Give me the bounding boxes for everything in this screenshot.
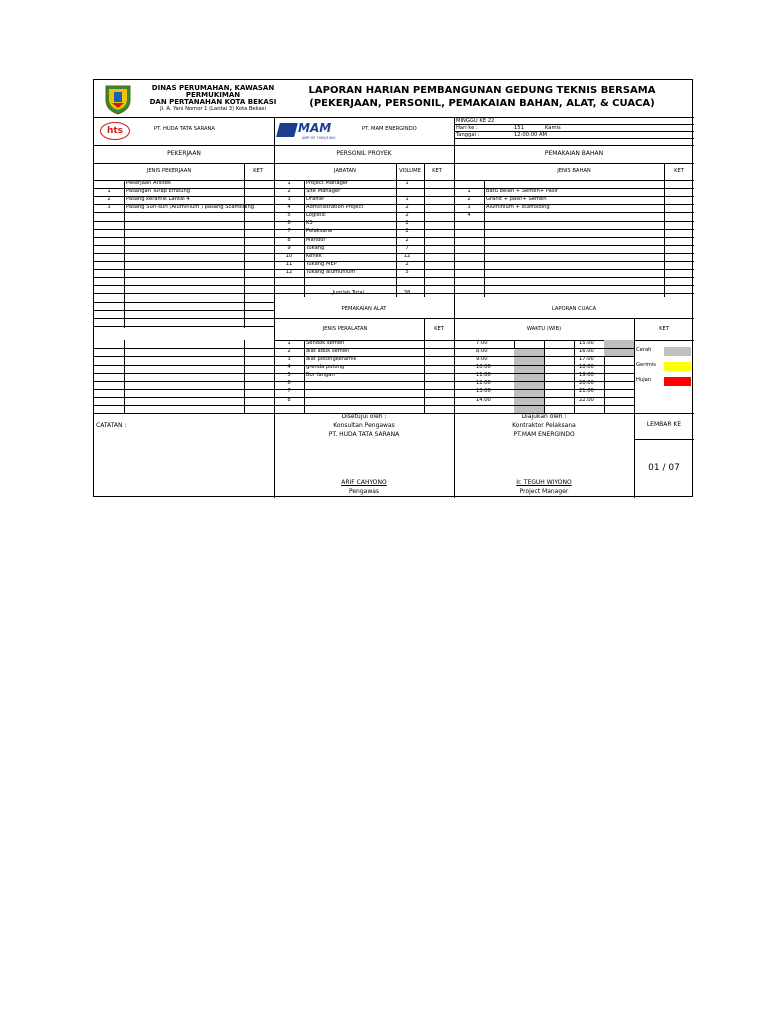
pengawas-name: ARIF CAHYONO (341, 479, 387, 486)
cuaca-time-a: 9.00 (476, 356, 488, 362)
personil-row-no: 10 (285, 252, 293, 259)
alat-row-no: 1 (287, 339, 291, 346)
pekerjaan-row-no: 3 (107, 204, 111, 211)
col-jenis-pekerjaan: JENIS PEKERJAAN (146, 168, 192, 174)
report-title: LAPORAN HARIAN PEMBANGUNAN GEDUNG TEKNIS BERSAMA (308, 85, 656, 96)
legend-swatch (664, 377, 691, 386)
alat-row-text: Bor tangan (306, 372, 335, 379)
lembar-label: LEMBAR KE (646, 421, 682, 428)
alat-row-no: 2 (287, 347, 291, 354)
cuaca-time-b: 22.00 (579, 396, 594, 403)
col-cuaca-ket: KET (659, 326, 669, 332)
minggu-ke: MINGGU KE 22 (456, 117, 495, 124)
cuaca-time-a: 13.00 (476, 388, 491, 395)
contractor-name: PT. MAM ENERGINDO (362, 126, 417, 132)
alat-row-text: grenda potong (306, 364, 345, 371)
bahan-row-no: 1 (467, 187, 471, 194)
pekerjaan-section-title: PEKERJAAN (167, 150, 201, 157)
personil-row-volume: 2 (405, 212, 409, 219)
legend-label: Cerah (636, 347, 652, 353)
hari-ke-value: 151 (514, 124, 524, 131)
org-line-3: DAN PERTANAHAN KOTA BEKASI (149, 98, 277, 106)
cuaca-time-b: 19.00 (579, 372, 594, 379)
catatan-label: CATATAN : (96, 422, 127, 429)
tanggal-label: Tanggal : (456, 131, 480, 138)
personil-row-jabatan: Tukang MEP (306, 260, 337, 267)
pekerjaan-row-text: Pasangan Turap Embung (126, 187, 191, 194)
personil-row-volume: 1 (405, 196, 409, 202)
col-alat-ket: KET (434, 326, 444, 332)
mam-logo: MAM AMP OF 7000/1000 (278, 120, 344, 144)
cuaca-time-b: 16.00 (579, 347, 594, 354)
cuaca-time-b: 21.00 (579, 388, 594, 395)
personil-row-jabatan: Drafter (306, 196, 325, 202)
alat-row-no: 8 (287, 396, 291, 403)
personil-row-volume: 12 (403, 252, 411, 259)
org-address: Jl. A. Yani Nomor 1 (Lantai 3) Kota Bekasi (160, 106, 266, 112)
personil-row-jabatan: K3 (306, 220, 313, 227)
alat-row-no: 6 (287, 380, 291, 387)
cuaca-time-b: 17.00 (579, 356, 594, 362)
tanggal-value: 12:00:00 AM (514, 131, 547, 138)
pekerjaan-row-no: 2 (107, 196, 111, 202)
alat-row-text: Sendok semen (306, 339, 345, 346)
col-volume: VOLUME (399, 168, 421, 174)
cuaca-time-b: 15.00 (579, 339, 594, 346)
bahan-row-text: Aluminium + scaffolding (486, 204, 550, 211)
alat-row-no: 4 (287, 364, 291, 371)
personil-row-no: 2 (287, 187, 291, 194)
personil-row-volume: 5 (405, 268, 409, 275)
cuaca-time-a: 7.00 (476, 339, 488, 346)
col-jenis-bahan: JENIS BAHAN (557, 168, 591, 174)
personil-row-jabatan: Pelaksana (306, 228, 333, 235)
personil-row-no: 4 (287, 204, 291, 211)
cuaca-time-b: 20.00 (579, 380, 594, 387)
legend-swatch (664, 362, 691, 371)
personil-row-no: 9 (287, 244, 291, 251)
bahan-row-text: Batu belah + Semen+ Pasir (486, 187, 559, 194)
personil-row-volume: 2 (405, 204, 409, 211)
bahan-row-no: 2 (467, 196, 471, 202)
legend-label: Gerimis (636, 362, 656, 368)
diajukan-label: Diajukan oleh : (521, 413, 567, 420)
cuaca-time-a: 10.00 (476, 364, 491, 371)
personil-row-jabatan: Site Manager (306, 187, 341, 194)
pm-name: Ir. TEGUH WIYONO (516, 479, 572, 486)
col-pekerjaan-ket: KET (253, 168, 263, 174)
bahan-row-no: 3 (467, 204, 471, 211)
alat-section-title: PEMAKAIAN ALAT (341, 306, 387, 312)
alat-row-no: 7 (287, 388, 291, 395)
hts-logo: hts (100, 122, 130, 140)
personil-row-no: 7 (287, 228, 291, 235)
pekerjaan-row-text: Pasang keramik Lantai 4 (126, 196, 190, 202)
personil-row-no: 5 (287, 212, 291, 219)
col-waktu: WAKTU (WIB) (526, 326, 562, 332)
report-subtitle: (PEKERJAAN, PERSONIL, PEMAKAIAN BAHAN, ALAT, & CUACA) (309, 98, 655, 109)
cuaca-time-a: 14.00 (476, 396, 491, 403)
bekasi-crest-icon (103, 83, 133, 115)
personil-row-no: 3 (287, 196, 291, 202)
personil-row-jabatan: Logistic (306, 212, 326, 219)
hari-name: Kamis (545, 124, 561, 131)
legend-swatch (664, 347, 691, 356)
alat-row-no: 5 (287, 372, 291, 379)
col-jabatan: JABATAN (334, 168, 356, 174)
personil-row-jabatan: Tukang (306, 244, 325, 251)
consultant-name: PT. HUDA TATA SARANA (154, 126, 215, 132)
cuaca-section-title: LAPORAN CUACA (551, 306, 597, 312)
cuaca-time-a: 8.00 (476, 347, 488, 354)
personil-row-volume: 2 (405, 228, 409, 235)
personil-row-volume: 1 (405, 179, 409, 186)
pengawas-role: Pengawas (348, 488, 380, 495)
bahan-section-title: PEMAKAIAN BAHAN (544, 150, 604, 157)
col-jenis-peralatan: JENIS PERALATAN (322, 326, 368, 332)
alat-row-text: alat aduk semen (306, 347, 350, 354)
alat-row-text: alat potongkeramik (306, 356, 357, 362)
pekerjaan-row-no: 1 (107, 187, 111, 194)
cuaca-time-a: 12.00 (476, 380, 491, 387)
konsultan-label: Konsultan Pengawas (333, 422, 395, 429)
col-bahan-ket: KET (674, 168, 684, 174)
pm-role: Project Manager (519, 488, 569, 495)
personil-row-no: 8 (287, 236, 291, 243)
personil-row-jabatan: Project Manager (306, 179, 349, 186)
konsultan-pt: PT. HUDA TATA SARANA (328, 431, 400, 438)
personil-row-jabatan: Mandor (306, 236, 326, 243)
personil-section-title: PERSONIL PROYEK (336, 150, 392, 157)
personil-row-no: 11 (285, 260, 293, 267)
personil-row-volume: 7 (405, 244, 409, 251)
kontraktor-pt: PT.MAM ENERGINDO (513, 431, 575, 438)
personil-row-no: 6 (287, 220, 291, 227)
org-line-1: DINAS PERUMAHAN, KAWASAN (151, 84, 275, 92)
personil-row-volume: 2 (405, 260, 409, 267)
personil-total-label: Jumlah Total (332, 290, 364, 296)
lembar-value: 01 / 07 (648, 463, 680, 473)
alat-row-no: 3 (287, 356, 291, 362)
pekerjaan-row-text: Pasang Suri-suri (Aluminium ) pasang Scaffolding (126, 204, 255, 211)
personil-row-no: 1 (287, 179, 291, 186)
disetujui-label: Disetujui oleh : (341, 413, 387, 420)
personil-row-jabatan: Tukang alumunium (306, 268, 356, 275)
pekerjaan-row-text: Pekerjaan Arsitek (126, 179, 172, 186)
personil-row-volume: 2 (405, 220, 409, 227)
report-sheet (93, 79, 693, 497)
bahan-row-text: Granit + pasir+ Semen (486, 196, 547, 202)
personil-total: 38 (403, 290, 411, 296)
personil-row-volume: 2 (405, 236, 409, 243)
kontraktor-label: Kontraktor Pelaksana (512, 422, 576, 429)
personil-row-jabatan: Administration Project (306, 204, 364, 211)
legend-label: Hujan (636, 377, 652, 383)
hari-ke-label: Hari ke : (456, 124, 478, 131)
org-line-2: PERMUKIMAN (185, 91, 241, 99)
cuaca-time-b: 18.00 (579, 364, 594, 371)
cuaca-time-a: 11.00 (476, 372, 491, 379)
personil-row-jabatan: Kenek (306, 252, 322, 259)
bahan-row-no: 4 (467, 212, 471, 219)
col-personil-ket: KET (432, 168, 442, 174)
personil-row-no: 12 (285, 268, 293, 275)
